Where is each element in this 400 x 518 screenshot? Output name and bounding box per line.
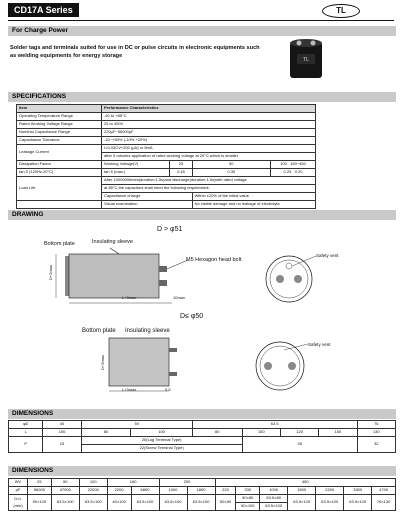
header — [8, 3, 394, 19]
section-charge-power: For Charge Power — [8, 26, 396, 36]
col-item: Item — [17, 105, 102, 113]
m5-bolt-label: M5 Hexagon head bolt — [186, 257, 242, 263]
col-performance: Performance Characteristics — [102, 105, 316, 113]
spec-row: Capacitance Tolerance -10~+50% (-10%,+20%) — [17, 137, 316, 145]
section-dimensions-2: DIMENSIONS — [8, 466, 396, 476]
series-title: CD17A Series — [8, 3, 79, 17]
svg-text:TL: TL — [303, 57, 309, 63]
spec-row: Dissipation Factor Working Voltage(V) 25 50 100 160~450 — [17, 161, 316, 169]
header-divider — [8, 20, 394, 21]
dim-diameter-2: D+2max — [100, 354, 105, 370]
specifications-table: Item Performance Characteristics Operating Temperature Range -40 to +85°C Rated Working Voltage Range 25 to 450V Nominal Capacitance Range 220μF~56000μF Capacitance Tolerance -10~+50% (-10%,+20%) Leakage Current I=0.03CV+200 (μA) or 5mA after 5 minutes application of rated working voltage at 20°C,which is smaller Dissipation Factor Working Voltage(V) 25 50 100 160~450 tan δ (120Hz,20°C) tan δ (max.) 0.45 0.35 0.25 0.20 Load Life After 1000000times(duration:1.5s)and discharge(duration:1.5s)with rated voltage at 85°C,the capacitors shall meet the following requirement: Capacitance change Within ±20% of the initial value Visual examination No visible damage and no leakage of electrolyte — [16, 104, 316, 209]
dim-length: L+3max — [122, 295, 137, 300]
top-view-small — [254, 340, 306, 392]
product-description: Solder tags and terminals suited for use in DC or pulse circuits in electronic equipments such as welding equipments for energy storage — [10, 45, 260, 59]
dimensions-table-1: φD 40 50 63.5 76 L 100 80 100 80 100 120 150 130 P 15 20(Lug Terminal Type) 28 32 22(Screw Terminal Type) — [8, 420, 396, 453]
bottom-plate-label: Bottom plate — [44, 241, 75, 247]
insulating-sleeve-label: Insulating sleeve — [92, 239, 133, 245]
dim-lead: 5.5 — [165, 387, 171, 392]
spec-row: Leakage Current I=0.03CV+200 (μA) or 5mA — [17, 145, 316, 153]
dim-length-2: L+3max — [122, 387, 137, 392]
spec-row: Rated Working Voltage Range 25 to 450V — [17, 121, 316, 129]
bottom-plate-label-2: Bottom plate — [82, 328, 116, 334]
brand-logo: TL — [322, 4, 360, 18]
condition-large: D > φ51 — [157, 226, 183, 233]
top-view-large — [264, 254, 314, 304]
side-view-large — [60, 248, 200, 310]
safety-vent-label-2: Safety vent — [308, 342, 331, 347]
dimensions-table-2: WV 25 50 100 160 200 450 μF 56000 47000 22000 2200 6800 1000 1800 220 330 1000 1500 2200 3300 4700 D×L (mm) 50×100 63.5×100 63.5×100 40×100 63.5×100 63.5×100 63.5×100 50×80 50×80 63.5×80 63.5×100 63.5×100 63.5×100 76×130 50×100 63.5×100 — [8, 478, 396, 511]
section-dimensions-1: DIMENSIONS — [8, 409, 396, 419]
side-view-small — [105, 336, 185, 396]
spec-row: Nominal Capacitance Range 220μF~56000μF — [17, 129, 316, 137]
insulating-sleeve-label-2: Insulating sleeve — [125, 328, 170, 334]
dim-diameter: D+2max — [48, 264, 53, 280]
section-drawing: DRAWING — [8, 210, 396, 220]
safety-vent-label: Safety vent — [316, 253, 339, 258]
section-specifications: SPECIFICATIONS — [8, 92, 396, 102]
condition-small: D≤ φ50 — [180, 313, 204, 320]
spec-row: Operating Temperature Range -40 to +85°C — [17, 113, 316, 121]
capacitor-photo — [288, 38, 324, 80]
dim-terminal: 10max — [173, 295, 186, 300]
